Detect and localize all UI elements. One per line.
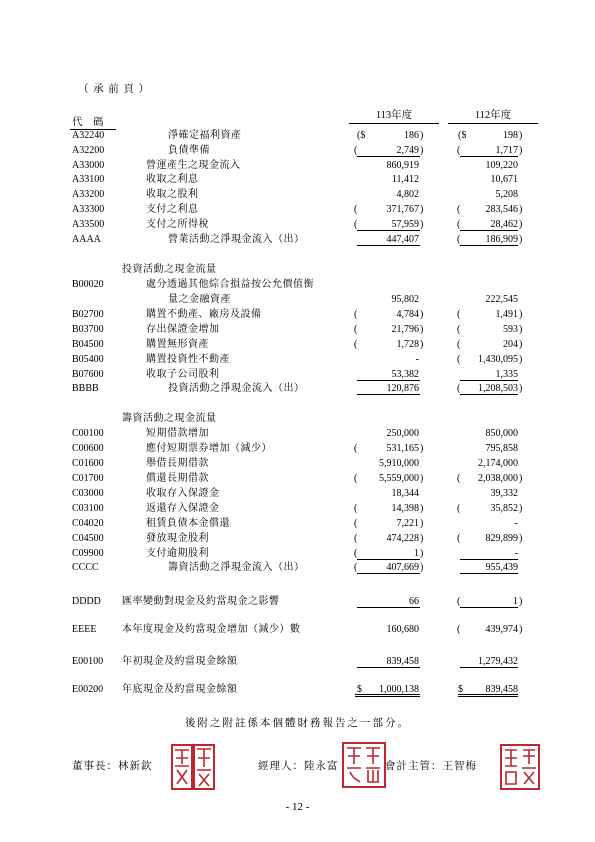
amount-113: 531,165 [386,443,419,454]
total-double-underline [355,694,420,697]
row-label: 存出保證金增加 [146,324,220,335]
row-label: 收取之利息 [146,174,199,185]
negative-close-paren: ) [420,548,424,559]
subtotal-underline [357,667,420,668]
amount-112: 439,974 [485,624,518,635]
negative-close-paren: ) [420,145,424,156]
row-label: 收取之股利 [146,189,199,200]
row-code: A33500 [72,219,105,230]
negative-close-paren: ) [420,324,424,335]
amount-113: 407,669 [386,562,419,573]
row-code: C04020 [72,518,104,529]
amount-112: 1 [513,596,518,607]
row-code: E00200 [72,684,104,695]
negative-open-paren: ( [457,624,461,635]
total-double-underline [458,694,518,697]
subtotal-underline [460,380,518,381]
subtotal-underline [460,607,518,608]
amount-113: 14,398 [391,503,419,514]
row-code: A32240 [72,130,105,141]
amount-113: 5,910,000 [379,458,419,469]
negative-close-paren: ) [519,473,523,484]
row-code: B02700 [72,309,104,320]
row-label: 短期借款增加 [146,428,209,439]
row-label: 應付短期票券增加（減少） [146,443,272,454]
negative-close-paren: ) [420,339,424,350]
row-code: C03000 [72,488,104,499]
negative-open-paren: ( [457,234,461,245]
row-code: CCCC [72,562,99,573]
row-label: 籌資活動之淨現金流入（出） [168,562,305,573]
amount-113: 839,458 [386,656,419,667]
subtotal-underline [460,573,518,574]
amount-113: 447,407 [386,234,419,245]
subtotal-underline [357,156,420,157]
subtotal-underline [357,230,420,231]
row-label: 淨確定福利資產 [168,130,242,141]
row-label: 本年度現金及約當現金增加（減少）數 [122,624,301,635]
subtotal-underline [460,667,518,668]
row-code: A33100 [72,174,105,185]
row-code: E00100 [72,656,104,667]
column-header-113: 113年度 [375,110,413,121]
row-code: C00600 [72,443,104,454]
subtotal-underline [460,156,518,157]
row-label: 償還長期借款 [146,473,209,484]
negative-open-paren: ( [354,533,358,544]
subtotal-underline [460,230,518,231]
amount-112: - [514,518,518,529]
row-label: 匯率變動對現金及約當現金之影響 [122,596,280,607]
negative-close-paren: ) [519,130,523,141]
negative-open-paren: ( [354,324,358,335]
footer-note: 後附之附註係本個體財務報告之一部分。 [185,718,410,729]
amount-112: 204 [503,339,518,350]
row-label: 負債準備 [168,145,210,156]
amount-112: 593 [503,324,518,335]
negative-close-paren: ) [519,533,523,544]
negative-open-paren: ( [457,533,461,544]
subtotal-underline [460,559,518,560]
subtotal-underline [460,245,518,246]
negative-open-paren: ( [354,204,358,215]
amount-112: 839,458 [485,684,518,695]
row-code: C03100 [72,503,104,514]
amount-113: 186 [404,130,419,141]
negative-close-paren: ) [420,130,424,141]
row-label: 返還存入保證金 [146,503,220,514]
negative-close-paren: ) [519,383,523,394]
negative-open-paren: ( [457,309,461,320]
page-number: - 12 - [285,801,310,813]
negative-open-paren: ( [457,204,461,215]
header-underline-113 [349,123,439,124]
amount-112: 35,852 [490,503,518,514]
row-label: 購置不動產、廠房及設備 [146,309,262,320]
negative-close-paren: ) [420,562,424,573]
negative-open-paren: ( [354,503,358,514]
amount-113: 11,412 [391,174,419,185]
negative-open-paren: ( [354,562,358,573]
row-code: BBBB [72,383,99,394]
amount-113: 160,680 [386,624,419,635]
negative-open-paren: ( [457,383,461,394]
accountant-signature: 會計主管：王智梅 [385,761,477,772]
row-code: B04500 [72,339,104,350]
amount-113: 2,749 [396,145,419,156]
negative-close-paren: ) [519,339,523,350]
row-code: A33000 [72,160,105,171]
amount-112: 795,858 [485,443,518,454]
amount-112: 109,220 [485,160,518,171]
row-label: 量之金融資產 [168,294,231,305]
subtotal-underline [357,573,420,574]
subtotal-underline [357,394,420,395]
row-label: 收取存入保證金 [146,488,220,499]
amount-112: 2,174,000 [478,458,518,469]
negative-close-paren: ) [519,354,523,365]
currency-symbol: ($ [357,130,366,141]
header-underline-112 [448,123,538,124]
negative-open-paren: ( [457,473,461,484]
row-label: 租賃負債本金償還 [146,518,230,529]
negative-open-paren: ( [354,473,358,484]
row-code: A32200 [72,145,105,156]
amount-112: 1,491 [495,309,518,320]
accountant-seal [500,744,540,790]
row-label: 營業活動之淨現金流入（出） [168,234,305,245]
amount-113: 95,802 [391,294,419,305]
row-label: 發放現金股利 [146,533,209,544]
row-label: 購置投資性不動產 [146,354,230,365]
amount-112: 10,671 [490,174,518,185]
amount-113: 120,876 [386,383,419,394]
row-code: EEEE [72,624,97,635]
row-label: 購置無形資產 [146,339,209,350]
row-code: C04500 [72,533,104,544]
amount-113: 66 [409,596,419,607]
row-code: DDDD [72,596,101,607]
amount-113: 4,802 [396,189,419,200]
amount-113: 4,784 [396,309,419,320]
amount-112: 850,000 [485,428,518,439]
negative-open-paren: ( [354,548,358,559]
row-label: 籌資活動之現金流量 [122,413,217,424]
row-code: B03700 [72,324,104,335]
row-code: AAAA [72,234,101,245]
row-label: 處分透過其他綜合損益按公允價值衡 [146,279,314,290]
negative-close-paren: ) [519,324,523,335]
manager-signature: 經理人：陸永富 [258,761,339,772]
manager-seal [342,742,386,788]
negative-open-paren: ( [354,518,358,529]
negative-close-paren: ) [420,204,424,215]
negative-open-paren: ( [457,596,461,607]
row-label: 投資活動之淨現金流入（出） [168,383,305,394]
negative-close-paren: ) [519,596,523,607]
amount-112: 198 [503,130,518,141]
negative-close-paren: ) [420,533,424,544]
amount-112: 5,208 [495,189,518,200]
row-label: 年底現金及約當現金餘額 [122,684,238,695]
subtotal-underline [357,380,420,381]
amount-112: 1,335 [495,369,518,380]
currency-symbol: $ [357,684,362,695]
negative-open-paren: ( [354,309,358,320]
row-code: A33200 [72,189,105,200]
amount-113: 5,559,000 [379,473,419,484]
amount-112: 1,430,095 [478,354,518,365]
subtotal-underline [357,607,420,608]
row-label: 投資活動之現金流量 [122,264,217,275]
row-code: C01600 [72,458,104,469]
amount-113: 18,344 [391,488,419,499]
negative-close-paren: ) [519,234,523,245]
negative-open-paren: ( [354,339,358,350]
negative-close-paren: ) [519,503,523,514]
row-code: B07600 [72,369,104,380]
negative-close-paren: ) [519,219,523,230]
amount-112: 1,208,503 [478,383,518,394]
row-label: 年初現金及約當現金餘額 [122,656,238,667]
chairman-signature: 董事長：林新欽 [72,761,153,772]
negative-open-paren: ( [354,219,358,230]
negative-open-paren: ( [354,443,358,454]
amount-113: 371,767 [386,204,419,215]
amount-112: 829,899 [485,533,518,544]
currency-symbol: $ [458,684,463,695]
negative-close-paren: ) [420,518,424,529]
negative-close-paren: ) [519,204,523,215]
amount-112: - [514,548,518,559]
amount-113: 53,382 [391,369,419,380]
row-code: C09900 [72,548,104,559]
currency-symbol: ($ [458,130,467,141]
negative-close-paren: ) [519,309,523,320]
amount-113: 1 [414,548,419,559]
row-code: C01700 [72,473,104,484]
subtotal-underline [357,245,420,246]
amount-112: 955,439 [485,562,518,573]
amount-112: 39,332 [490,488,518,499]
amount-112: 1,717 [495,145,518,156]
negative-close-paren: ) [420,309,424,320]
row-label: 支付逾期股利 [146,548,209,559]
amount-113: 1,728 [396,339,419,350]
chairman-seal [171,744,215,790]
row-label: 收取子公司股利 [146,369,220,380]
amount-113: 21,796 [391,324,419,335]
row-code: C00100 [72,428,104,439]
amount-112: 2,038,000 [478,473,518,484]
negative-close-paren: ) [420,503,424,514]
negative-open-paren: ( [354,145,358,156]
amount-112: 1,279,432 [478,656,518,667]
column-header-code: 代 碼 [72,117,104,128]
negative-close-paren: ) [519,145,523,156]
row-label: 支付之所得稅 [146,219,209,230]
row-label: 營運產生之現金流入 [146,160,241,171]
amount-112: 186,909 [485,234,518,245]
negative-close-paren: ) [519,624,523,635]
negative-open-paren: ( [457,503,461,514]
negative-open-paren: ( [457,354,461,365]
amount-112: 28,462 [490,219,518,230]
amount-112: 222,545 [485,294,518,305]
negative-close-paren: ) [420,473,424,484]
negative-close-paren: ) [420,219,424,230]
continuation-note: （ 承 前 頁 ） [78,84,150,95]
amount-113: 57,959 [391,219,419,230]
negative-close-paren: ) [420,443,424,454]
column-header-112: 112年度 [474,110,512,121]
amount-113: 1,000,138 [379,684,419,695]
amount-113: 7,221 [396,518,419,529]
amount-113: 860,919 [386,160,419,171]
row-code: B00020 [72,279,104,290]
amount-112: 283,546 [485,204,518,215]
subtotal-underline [460,394,518,395]
row-code: A33300 [72,204,105,215]
negative-open-paren: ( [457,219,461,230]
negative-open-paren: ( [457,145,461,156]
negative-open-paren: ( [457,324,461,335]
row-code: B05400 [72,354,104,365]
amount-113: 250,000 [386,428,419,439]
amount-113: 474,228 [386,533,419,544]
amount-113: - [415,354,419,365]
subtotal-underline [357,559,420,560]
row-label: 支付之利息 [146,204,199,215]
row-label: 舉借長期借款 [146,458,209,469]
negative-open-paren: ( [457,339,461,350]
